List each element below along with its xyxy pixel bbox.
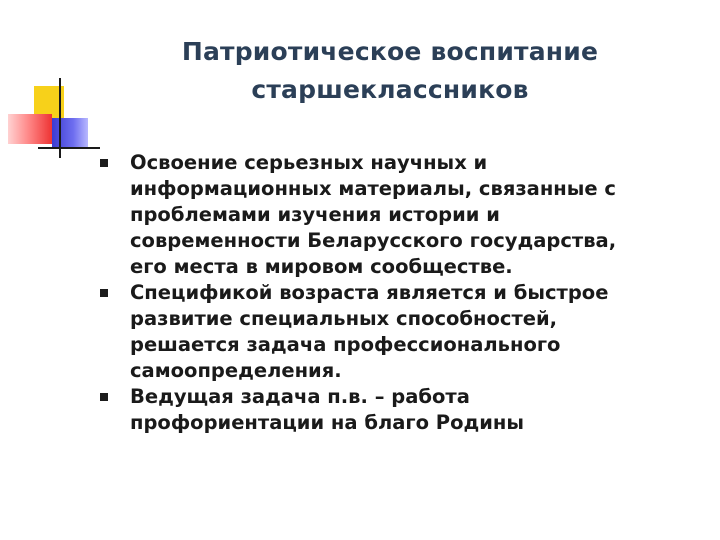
red-square-shape [8,114,52,144]
bullet-item [100,280,700,384]
bullet-line: развитие специальных способностей, [130,307,558,330]
square-bullet-icon [100,393,108,401]
bullet-line: решается задача профессионального [130,333,561,356]
bullet-line: Ведущая задача п.в. – работа [130,385,470,408]
bullet-item [100,384,700,436]
corner-decoration-graphic [0,0,110,170]
bullet-line: проблемами изучения истории и [130,203,500,226]
bullet-line: информационных материалы, связанные с [130,177,616,200]
bullet-text [130,150,700,280]
horizontal-line-shape [38,147,100,149]
bullet-line: Спецификой возраста является и быстрое [130,281,609,304]
square-bullet-icon [100,159,108,167]
bullet-line: профориентации на благо Родины [130,411,524,434]
title-line: старшеклассников [251,74,529,104]
bullet-line: Освоение серьезных научных и [130,151,488,174]
bullet-line: современности Беларусского государства, [130,229,617,252]
bullet-list [100,150,700,436]
bullet-item [100,150,700,280]
bullet-line: его места в мировом сообществе. [130,255,513,278]
vertical-line-shape [59,78,61,158]
blue-square-shape [52,118,88,148]
bullet-text [130,384,700,436]
square-bullet-icon [100,289,108,297]
bullet-line: самоопределения. [130,359,342,382]
bullet-text [130,280,700,384]
title-line: Патриотическое воспитание [181,36,599,66]
slide-title [130,33,650,109]
